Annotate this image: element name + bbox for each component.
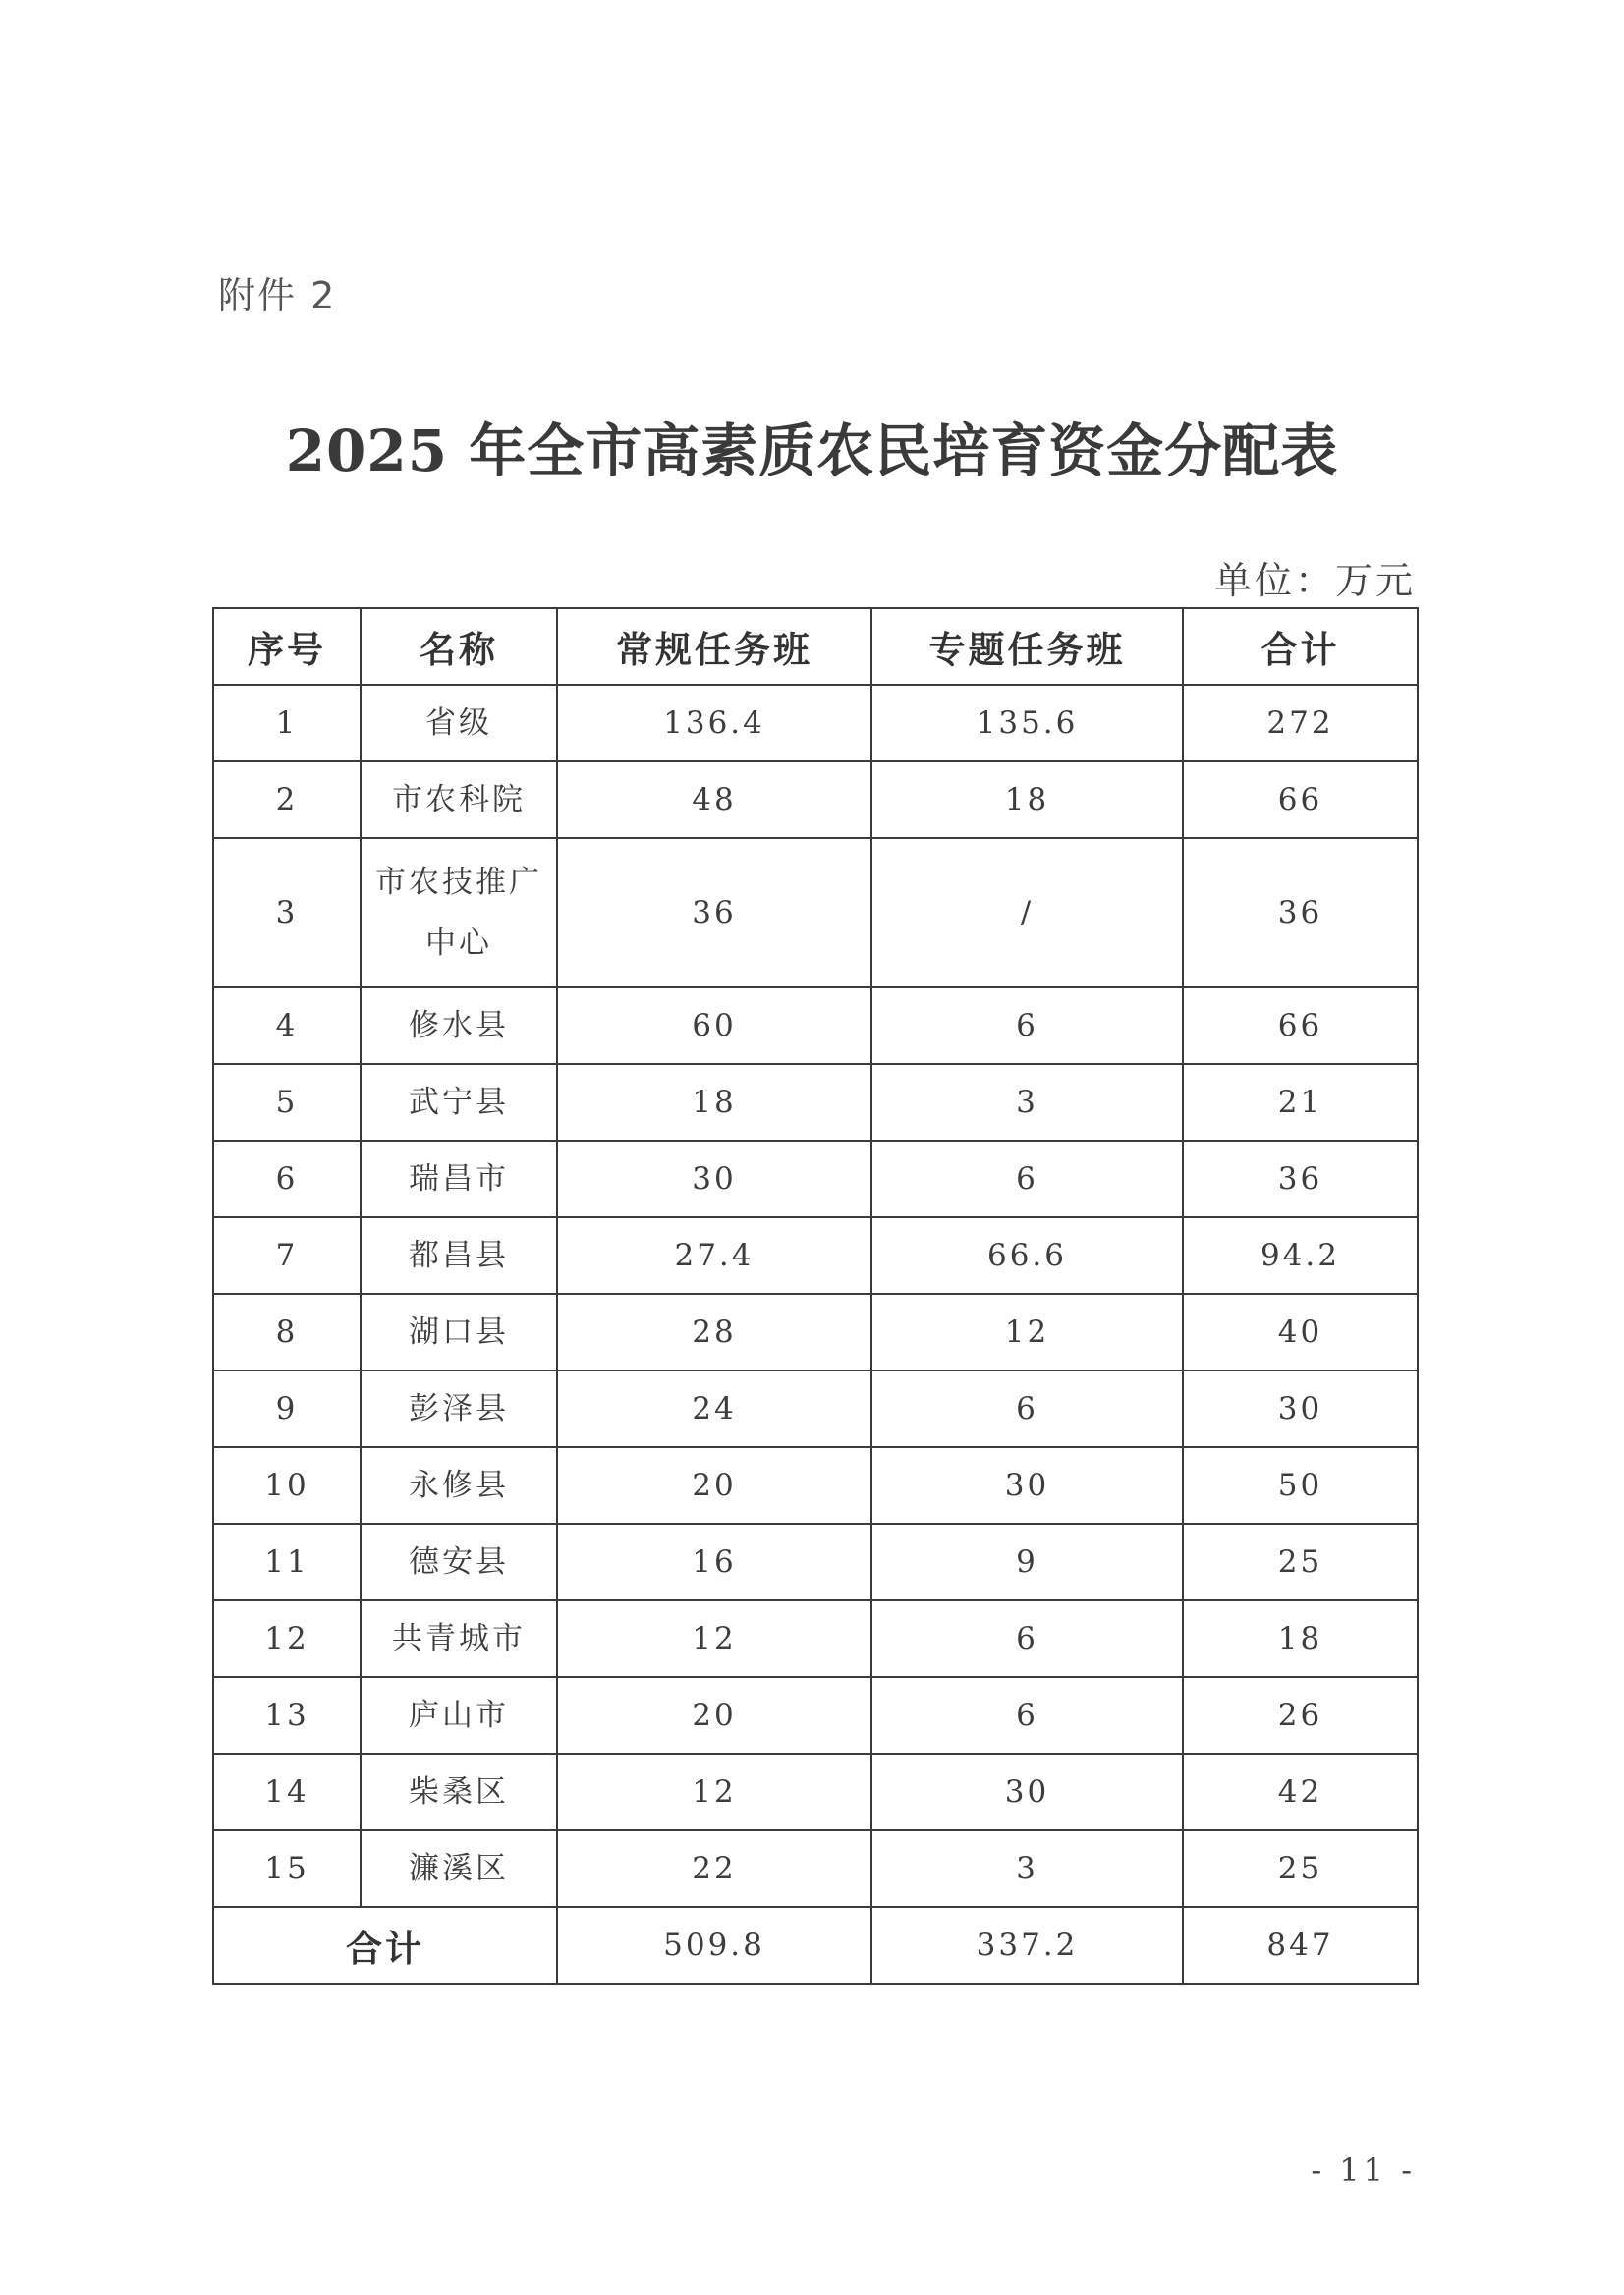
row-special: 6 <box>871 987 1183 1064</box>
row-special: 18 <box>871 761 1183 838</box>
row-total: 36 <box>1183 1141 1418 1217</box>
row-index: 10 <box>213 1447 361 1524</box>
row-index: 13 <box>213 1677 361 1754</box>
row-regular: 36 <box>557 838 871 987</box>
row-name: 濂溪区 <box>361 1830 557 1907</box>
row-total: 25 <box>1183 1524 1418 1600</box>
table-row <box>213 1754 1418 1830</box>
table-row <box>213 1830 1418 1907</box>
row-regular: 24 <box>557 1371 871 1447</box>
row-regular: 18 <box>557 1064 871 1141</box>
table-row <box>213 761 1418 838</box>
row-name: 湖口县 <box>361 1294 557 1371</box>
row-total: 36 <box>1183 838 1418 987</box>
row-regular: 20 <box>557 1447 871 1524</box>
allocation-table <box>212 607 1419 1985</box>
row-name: 武宁县 <box>361 1064 557 1141</box>
row-name: 省级 <box>361 685 557 761</box>
row-special: 6 <box>871 1371 1183 1447</box>
row-index: 11 <box>213 1524 361 1600</box>
header-index: 序号 <box>213 608 361 685</box>
row-regular: 20 <box>557 1677 871 1754</box>
total-special: 337.2 <box>871 1907 1183 1984</box>
row-regular: 28 <box>557 1294 871 1371</box>
header-name: 名称 <box>361 608 557 685</box>
attachment-label: 附件 2 <box>218 274 337 317</box>
row-special: / <box>871 838 1183 987</box>
row-total: 66 <box>1183 761 1418 838</box>
row-name: 共青城市 <box>361 1600 557 1677</box>
row-total: 26 <box>1183 1677 1418 1754</box>
row-total: 66 <box>1183 987 1418 1064</box>
row-index: 1 <box>213 685 361 761</box>
row-index: 6 <box>213 1141 361 1217</box>
row-name: 市农科院 <box>361 761 557 838</box>
header-regular-class: 常规任务班 <box>557 608 871 685</box>
row-total: 21 <box>1183 1064 1418 1141</box>
table-row <box>213 1600 1418 1677</box>
row-name-line2: 中心 <box>425 925 492 961</box>
table-row <box>213 1677 1418 1754</box>
row-special: 12 <box>871 1294 1183 1371</box>
row-index: 14 <box>213 1754 361 1830</box>
row-regular: 22 <box>557 1830 871 1907</box>
row-index: 4 <box>213 987 361 1064</box>
row-name: 永修县 <box>361 1447 557 1524</box>
table-row <box>213 1294 1418 1371</box>
row-name: 德安县 <box>361 1524 557 1600</box>
row-special: 66.6 <box>871 1217 1183 1294</box>
table-row <box>213 987 1418 1064</box>
row-regular: 16 <box>557 1524 871 1600</box>
row-total: 18 <box>1183 1600 1418 1677</box>
header-special-class: 专题任务班 <box>871 608 1183 685</box>
table-row <box>213 1371 1418 1447</box>
row-total: 94.2 <box>1183 1217 1418 1294</box>
row-special: 6 <box>871 1677 1183 1754</box>
row-regular: 12 <box>557 1754 871 1830</box>
row-special: 30 <box>871 1447 1183 1524</box>
row-index: 15 <box>213 1830 361 1907</box>
table-row <box>213 838 1418 987</box>
table-row <box>213 1141 1418 1217</box>
total-label: 合计 <box>213 1907 557 1984</box>
row-regular: 60 <box>557 987 871 1064</box>
row-name-line1: 市农技推广 <box>375 865 542 900</box>
row-name: 彭泽县 <box>361 1371 557 1447</box>
document-title: 2025 年全市高素质农民培育资金分配表 <box>285 418 1339 484</box>
row-special: 30 <box>871 1754 1183 1830</box>
row-special: 6 <box>871 1141 1183 1217</box>
table-row <box>213 1524 1418 1600</box>
row-special: 9 <box>871 1524 1183 1600</box>
row-total: 30 <box>1183 1371 1418 1447</box>
table-row <box>213 1064 1418 1141</box>
row-total: 50 <box>1183 1447 1418 1524</box>
table-row <box>213 685 1418 761</box>
row-index: 5 <box>213 1064 361 1141</box>
unit-label: 单位：万元 <box>1213 559 1416 602</box>
row-name: 瑞昌市 <box>361 1141 557 1217</box>
row-total: 42 <box>1183 1754 1418 1830</box>
header-total: 合计 <box>1183 608 1418 685</box>
row-index: 3 <box>213 838 361 987</box>
row-name: 修水县 <box>361 987 557 1064</box>
row-regular: 30 <box>557 1141 871 1217</box>
row-special: 3 <box>871 1064 1183 1141</box>
row-name: 柴桑区 <box>361 1754 557 1830</box>
row-regular: 136.4 <box>557 685 871 761</box>
row-name: 都昌县 <box>361 1217 557 1294</box>
row-index: 12 <box>213 1600 361 1677</box>
row-regular: 48 <box>557 761 871 838</box>
row-total: 272 <box>1183 685 1418 761</box>
row-total: 40 <box>1183 1294 1418 1371</box>
row-index: 7 <box>213 1217 361 1294</box>
row-total: 25 <box>1183 1830 1418 1907</box>
row-special: 135.6 <box>871 685 1183 761</box>
row-name <box>361 838 557 987</box>
table-header-row <box>213 608 1418 685</box>
row-index: 2 <box>213 761 361 838</box>
table-row <box>213 1217 1418 1294</box>
row-name: 庐山市 <box>361 1677 557 1754</box>
table-row <box>213 1447 1418 1524</box>
row-regular: 12 <box>557 1600 871 1677</box>
total-sum: 847 <box>1183 1907 1418 1984</box>
row-index: 8 <box>213 1294 361 1371</box>
row-special: 3 <box>871 1830 1183 1907</box>
row-special: 6 <box>871 1600 1183 1677</box>
page-number: - 11 - <box>1311 2152 1416 2189</box>
table-total-row <box>213 1907 1418 1984</box>
total-regular: 509.8 <box>557 1907 871 1984</box>
row-regular: 27.4 <box>557 1217 871 1294</box>
row-index: 9 <box>213 1371 361 1447</box>
